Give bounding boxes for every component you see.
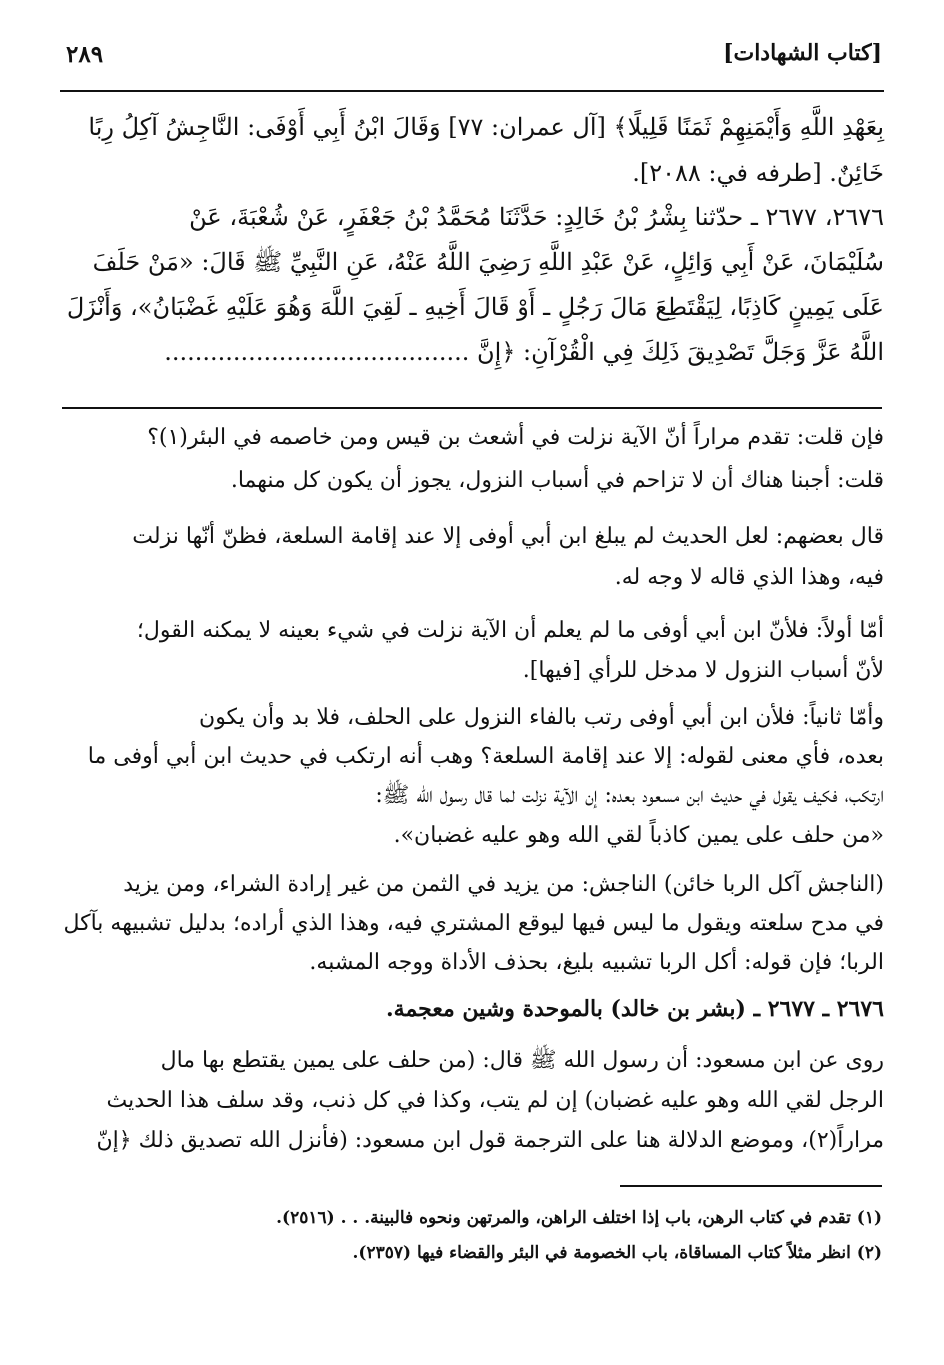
commentary-line: وأمّا ثانياً: فلأن ابن أبي أوفى رتب بالفاء النزول على الحلف، فلا بد وأن يكون	[199, 705, 884, 730]
header-rule	[60, 90, 884, 92]
commentary-line: ارتكب، فكيف يقول في حديث ابن مسعود بعده: إن الآية نزلت لما قال رسول الله ﷺ:	[375, 783, 884, 808]
footnote: (١) تقدم في كتاب الرهن، باب إذا اختلف الراهن، والمرتهن ونحوه فالبينة. . . (٢٥١٦).	[276, 1208, 882, 1228]
hadith-line: بِعَهْدِ اللَّهِ وَأَيْمَنِهِمْ ثَمَنًا قَلِيلًا﴾ [آل عمران: ٧٧] وَقَالَ ابْنُ أَبِي أَوْفَى: النَّاجِشُ آكِلُ رِبًا	[88, 113, 884, 141]
commentary-line: في مدح سلعته ويقول ما ليس فيها ليوقع المشتري فيه، وهذا الذي أراده؛ بدليل تشبيهه بآكل	[63, 911, 884, 936]
page-number: ٢٨٩	[66, 41, 104, 68]
footnote: (٢) انظر مثلاً كتاب المساقاة، باب الخصومة في البئر والقضاء فيها (٢٣٥٧).	[352, 1243, 882, 1263]
commentary-line: قلت: أجبنا هناك أن لا تزاحم في أسباب النزول، يجوز أن يكون كل منهما.	[230, 468, 884, 493]
commentary-line: فإن قلت: تقدم مراراً أنّ الآية نزلت في أشعث بن قيس ومن خاصمه في البئر(١)؟	[147, 425, 884, 450]
section-title: [كتاب الشهادات]	[723, 40, 882, 66]
hadith-line: ٢٦٧٦، ٢٦٧٧ ـ حدّثنا بِشْرُ بْنُ خَالِدٍ: حَدَّثَنَا مُحَمَّدُ بْنُ جَعْفَرٍ، عَنْ شُعْبَةَ، عَنْ	[189, 203, 884, 231]
page-header	[0, 0, 944, 100]
commentary-line: بعده، فأي معنى لقوله: إلا عند إقامة السلعة؟ وهب أنه ارتكب في حديث ابن أبي أوفى ما	[87, 744, 884, 769]
commentary-line: الربا؛ فإن قوله: أكل الربا تشبيه بليغ، بحذف الأداة ووجه المشبه.	[309, 950, 884, 975]
commentary-line: فيه، وهذا الذي قاله لا وجه له.	[614, 565, 884, 590]
footnote-divider	[620, 1185, 882, 1187]
commentary-line: الرجل لقي الله وهو عليه غضبان) إن لم يتب، وكذا في كل ذنب، وقد سلف هذا الحديث	[106, 1088, 884, 1113]
section-divider	[62, 407, 882, 409]
commentary-line: قال بعضهم: لعل الحديث لم يبلغ ابن أبي أوفى إلا عند إقامة السلعة، فظنّ أنّها نزلت	[132, 524, 884, 549]
commentary-line: ٢٦٧٦ ـ ٢٦٧٧ ـ (بشر بن خالد) بالموحدة وشين معجمة.	[386, 996, 884, 1022]
hadith-line: عَلَى يَمِينٍ كَاذِبًا، لِيَقْتَطِعَ مَالَ رَجُلٍ ـ أَوْ قَالَ أَخِيهِ ـ لَقِيَ اللَّهَ وَهُوَ عَلَيْهِ غَضْبَانُ»، وَأَنْزَلَ	[66, 293, 884, 321]
hadith-line: خَائِنٌ. [طرفه في: ٢٠٨٨].	[632, 159, 884, 187]
commentary-line: (الناجش آكل الربا خائن) الناجش: من يزيد في الثمن من غير إرادة الشراء، ومن يزيد	[123, 872, 884, 897]
commentary-line: مراراً(٢)، وموضع الدلالة هنا على الترجمة قول ابن مسعود: (فأنزل الله تصديق ذلك ﴿إنّ	[96, 1128, 884, 1153]
commentary-line: روى عن ابن مسعود: أن رسول الله ﷺ قال: (من حلف على يمين يقتطع بها مال	[160, 1048, 884, 1073]
hadith-line: اللَّهُ عَزَّ وَجَلَّ تَصْدِيقَ ذَلِكَ فِي الْقُرْآنِ: ﴿إِنَّ ........................................	[164, 338, 884, 366]
commentary-line: أمّا أولاً: فلأنّ ابن أبي أوفى ما لم يعلم أن الآية نزلت في شيء بعينه لا يمكنه القول؛	[136, 618, 884, 643]
hadith-line: سُلَيْمَانَ، عَنْ أَبِي وَائِلٍ، عَنْ عَبْدِ اللَّهِ رَضِيَ اللَّهُ عَنْهُ، عَنِ النَّبِيِّ ﷺ قَالَ: «مَنْ حَلَفَ	[92, 248, 884, 276]
commentary-line: لأنّ أسباب النزول لا مدخل للرأي [فيها].	[522, 658, 884, 683]
commentary-line: «من حلف على يمين كاذباً لقي الله وهو عليه غضبان».	[393, 823, 884, 848]
